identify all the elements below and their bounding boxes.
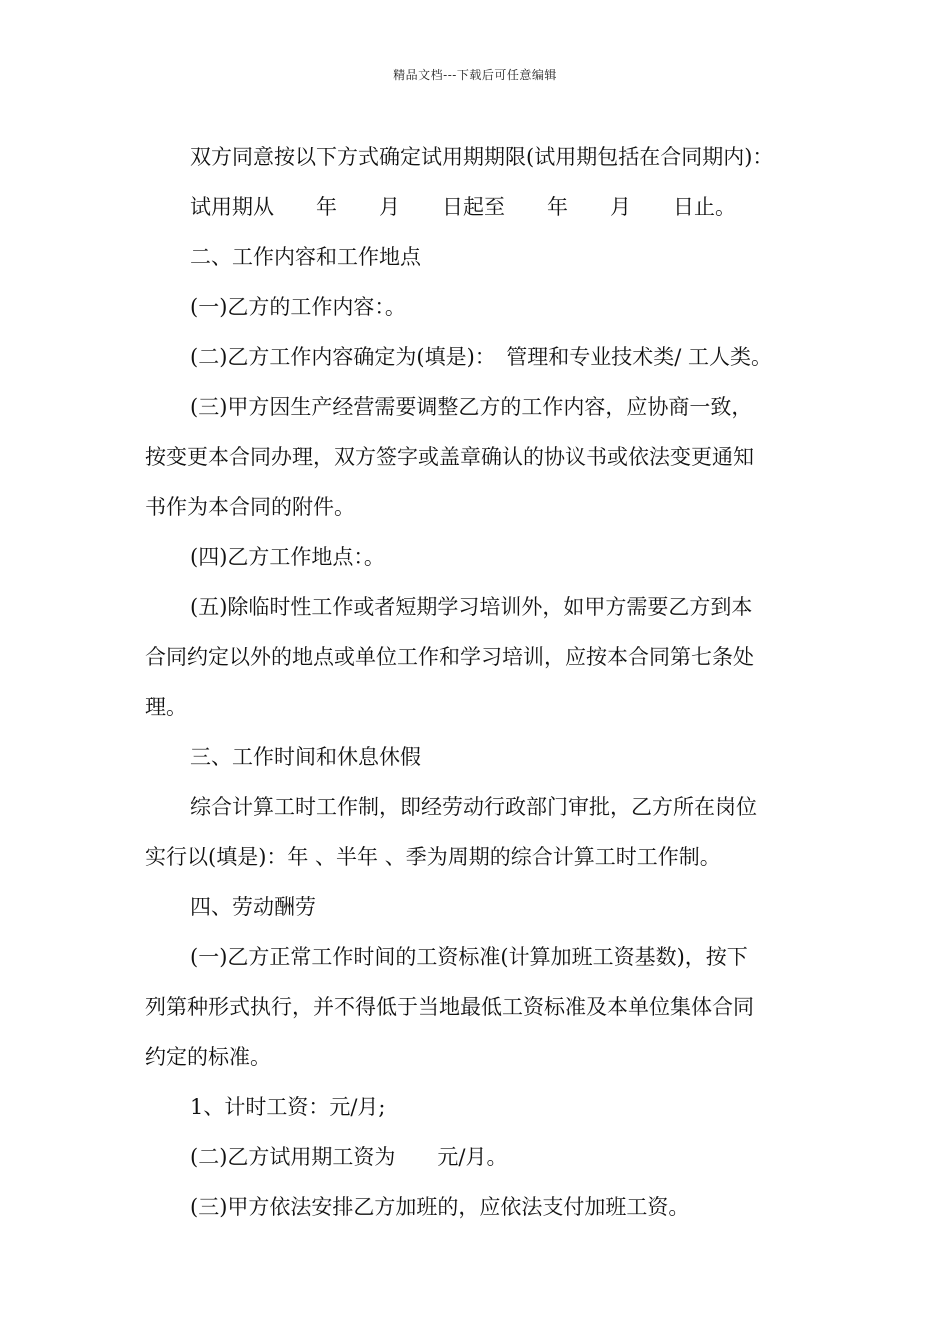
paragraph-line: (二)乙方试用期工资为 元/月。: [190, 1145, 508, 1169]
paragraph-line: 实行以(填是)：年 、半年 、季为周期的综合计算工时工作制。: [145, 845, 721, 869]
document-body: [145, 132, 825, 1232]
paragraph-line: 试用期从 年 月 日起至 年 月 日止。: [190, 195, 736, 219]
section-heading: 四、劳动酬劳: [190, 895, 316, 919]
page-header-watermark: 精品文档---下载后可任意编辑: [393, 68, 557, 82]
paragraph-line: 列第种形式执行，并不得低于当地最低工资标准及本单位集体合同: [145, 995, 754, 1019]
paragraph-line: (一)乙方正常工作时间的工资标准(计算加班工资基数)，按下: [190, 945, 748, 969]
paragraph-line: 1、计时工资：元/月;: [190, 1095, 386, 1119]
paragraph-line: (四)乙方工作地点：。: [190, 545, 385, 569]
paragraph-line: 理。: [145, 695, 187, 719]
paragraph-line: 综合计算工时工作制，即经劳动行政部门审批，乙方所在岗位: [190, 795, 757, 819]
paragraph-line: (二)乙方工作内容确定为(填是)： 管理和专业技术类/ 工人类。: [190, 345, 773, 369]
paragraph-line: (一)乙方的工作内容：。: [190, 295, 406, 319]
paragraph-line: 书作为本合同的附件。: [145, 495, 355, 519]
paragraph-line: 合同约定以外的地点或单位工作和学习培训，应按本合同第七条处: [145, 645, 754, 669]
paragraph-line: (三)甲方因生产经营需要调整乙方的工作内容，应协商一致，: [190, 395, 753, 419]
paragraph-line: 双方同意按以下方式确定试用期期限(试用期包括在合同期内)：: [190, 145, 774, 169]
paragraph-line: (三)甲方依法安排乙方加班的，应依法支付加班工资。: [190, 1195, 690, 1219]
section-heading: 二、工作内容和工作地点: [190, 245, 421, 269]
paragraph-line: 约定的标准。: [145, 1045, 271, 1069]
section-heading: 三、工作时间和休息休假: [190, 745, 421, 769]
paragraph-line: (五)除临时性工作或者短期学习培训外，如甲方需要乙方到本: [190, 595, 753, 619]
paragraph-line: 按变更本合同办理，双方签字或盖章确认的协议书或依法变更通知: [145, 445, 754, 469]
